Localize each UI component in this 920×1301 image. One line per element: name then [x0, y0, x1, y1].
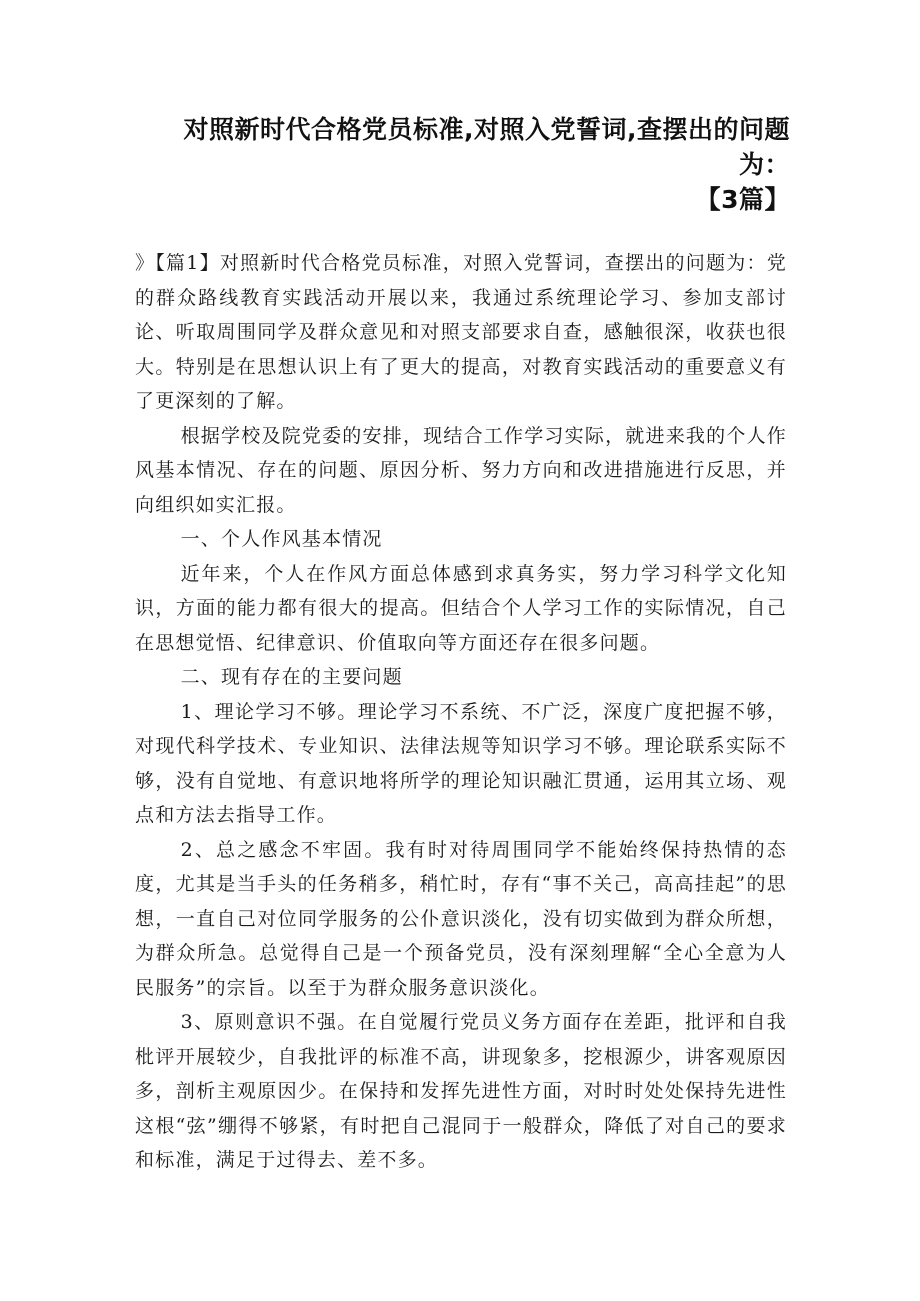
- paragraph-intro: 》【篇1】对照新时代合格党员标准，对照入党誓词，查摆出的问题为：党的群众路线教育实践活动开展以来，我通过系统理论学习、参加支部讨论、听取周围同学及群众意见和对照支部要求自查，感触很深，收获也很大。特别是在思想认识上有了更大的提高，对教育实践活动的重要意义有了更深刻的了解。: [135, 252, 787, 412]
- paragraph-arrangement: 根据学校及院党委的安排，现结合工作学习实际，就进来我的个人作风基本情况、存在的问题、原因分析、努力方向和改进措施进行反思，并向组织如实汇报。: [135, 424, 787, 516]
- section-heading-2: 二、现有存在的主要问题: [180, 666, 403, 688]
- document-body: [135, 246, 787, 1178]
- paragraph-basic-situation: 近年来，个人在作风方面总体感到求真务实，努力学习科学文化知识，方面的能力都有很大的提高。但结合个人学习工作的实际情况，自己在思想觉悟、纪律意识、价值取向等方面还存在很多问题。: [135, 562, 787, 654]
- paragraph-issue-3: 3、原则意识不强。在自觉履行党员义务方面存在差距，批评和自我枇评开展较少，自我批评的标准不高，讲现象多，挖根源少，讲客观原因多，剖析主观原因少。在保持和发挥先进性方面，对时时处处保持先进性这根“弦”绷得不够紧，有时把自己混同于一般群众，降低了对自己的要求和标准，满足于过得去、差不多。: [135, 1011, 787, 1171]
- title-line-2: 【3篇】: [695, 185, 790, 214]
- paragraph-issue-2: 2、总之感念不牢固。我有时对待周围同学不能始终保持热情的态度，尤其是当手头的任务稍多，稍忙时，存有“事不关己，高高挂起”的思想，一直自己对位同学服务的公仆意识淡化，没有切实做到为群众所想，为群众所急。总觉得自己是一个预备党员，没有深刻理解“全心全意为人民服务”的宗旨。以至于为群众服务意识淡化。: [135, 838, 787, 999]
- section-heading-1: 一、个人作风基本情况: [180, 528, 383, 550]
- paragraph-issue-1: 1、理论学习不够。理论学习不系统、不广泛，深度广度把握不够，对现代科学技术、专业知识、法律法规等知识学习不够。理论联系实际不够，没有自觉地、有意识地将所学的理论知识融汇贯通，运用其立场、观点和方法去指导工作。: [135, 700, 787, 826]
- title-line-1: 对照新时代合格党员标准,对照入党誓词,查摆出的问题为：: [183, 115, 790, 179]
- document-title: [140, 112, 790, 217]
